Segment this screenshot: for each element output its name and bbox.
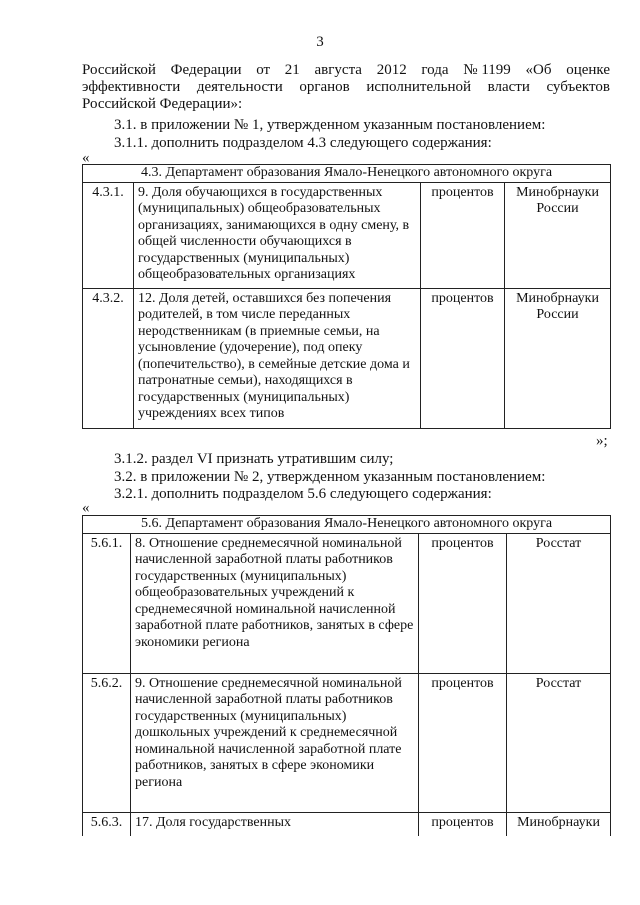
intro-word: года	[421, 62, 449, 78]
source-cell: Минобрнауки России	[505, 288, 611, 428]
unit-cell: процентов	[421, 182, 505, 288]
open-quote-2: «	[82, 500, 90, 516]
unit-cell: процентов	[419, 533, 507, 673]
indicator-text: 9. Отношение среднемесячной номинальной начисленной заработной платы работников государственных (муниципальных) дошкольных учреждений к среднемесячной номинальной начисленной заработной плате работников, занятых в сфере экономики региона	[131, 673, 419, 812]
close-quote: »;	[596, 433, 608, 449]
table-row	[83, 673, 611, 812]
intro-word: Российской	[82, 62, 156, 78]
intro-word: Федерации	[170, 62, 242, 78]
indicator-text: 8. Отношение среднемесячной номинальной начисленной заработной платы работников государственных (муниципальных) общеобразовательных учреждений к среднемесячной номинальной начисленной заработной плате работников, занятых в сфере экономики региона	[131, 533, 419, 673]
intro-word: 2012	[376, 62, 407, 78]
intro-word: деятельности	[196, 79, 283, 95]
source-cell: Росстат	[507, 533, 611, 673]
row-number: 5.6.3.	[83, 812, 131, 836]
source-cell: Росстат	[507, 673, 611, 812]
paragraph-3-1-1: 3.1.1. дополнить подразделом 4.3 следующего содержания:	[114, 135, 492, 151]
unit-cell: процентов	[419, 673, 507, 812]
table-header: 5.6. Департамент образования Ямало-Ненецкого автономного округа	[83, 516, 611, 534]
indicator-text: 9. Доля обучающихся в государственных (муниципальных) общеобразовательных организациях, занимающихся в одну смену, в общей численности обучающихся в государственных (муниципальных) общеобразовательных организациях	[134, 182, 421, 288]
intro-word: субъектов	[546, 79, 610, 95]
row-number: 4.3.2.	[83, 288, 134, 428]
intro-word: 21	[284, 62, 300, 78]
table-header: 4.3. Департамент образования Ямало-Ненецкого автономного округа	[83, 165, 611, 183]
intro-line-3: Российской Федерации»:	[82, 96, 243, 112]
row-number: 4.3.1.	[83, 182, 134, 288]
indicator-text: 12. Доля детей, оставшихся без попечения родителей, в том числе переданных неродственникам (в приемные семьи, на усыновление (удочерение), под опеку (попечительство), в семейные детские дома и патронатные семьи), находящихся в государственных (муниципальных) учреждениях всех типов	[134, 288, 421, 428]
paragraph-3-1-2: 3.1.2. раздел VI признать утратившим силу;	[114, 451, 394, 467]
intro-word: № 1199	[463, 62, 511, 78]
table-subsection-4-3	[82, 164, 611, 429]
table-row	[83, 182, 611, 288]
intro-line-2	[82, 79, 610, 96]
intro-word: исполнительной	[366, 79, 471, 95]
source-cell: Минобрнауки	[507, 812, 611, 836]
unit-cell: процентов	[419, 812, 507, 836]
paragraph-3-2-1: 3.2.1. дополнить подразделом 5.6 следующего содержания:	[114, 486, 492, 502]
intro-word: августа	[314, 62, 362, 78]
table-row	[83, 533, 611, 673]
intro-word: «Об	[525, 62, 552, 78]
intro-word: органов	[299, 79, 350, 95]
intro-line-1	[82, 62, 610, 79]
unit-cell: процентов	[421, 288, 505, 428]
intro-word: эффективности	[82, 79, 181, 95]
table-subsection-5-6	[82, 515, 611, 836]
paragraph-3-1: 3.1. в приложении № 1, утвержденном указанным постановлением:	[114, 117, 546, 133]
source-cell: Минобрнауки России	[505, 182, 611, 288]
page-number: 3	[316, 34, 324, 50]
intro-word: оценке	[566, 62, 610, 78]
intro-word: от	[256, 62, 271, 78]
table-row	[83, 288, 611, 428]
paragraph-3-2: 3.2. в приложении № 2, утвержденном указанным постановлением:	[114, 469, 546, 485]
table-row	[83, 812, 611, 836]
row-number: 5.6.2.	[83, 673, 131, 812]
intro-word: власти	[487, 79, 530, 95]
intro-paragraph	[82, 62, 610, 113]
row-number: 5.6.1.	[83, 533, 131, 673]
open-quote: «	[82, 150, 90, 166]
indicator-text: 17. Доля государственных	[131, 812, 419, 836]
